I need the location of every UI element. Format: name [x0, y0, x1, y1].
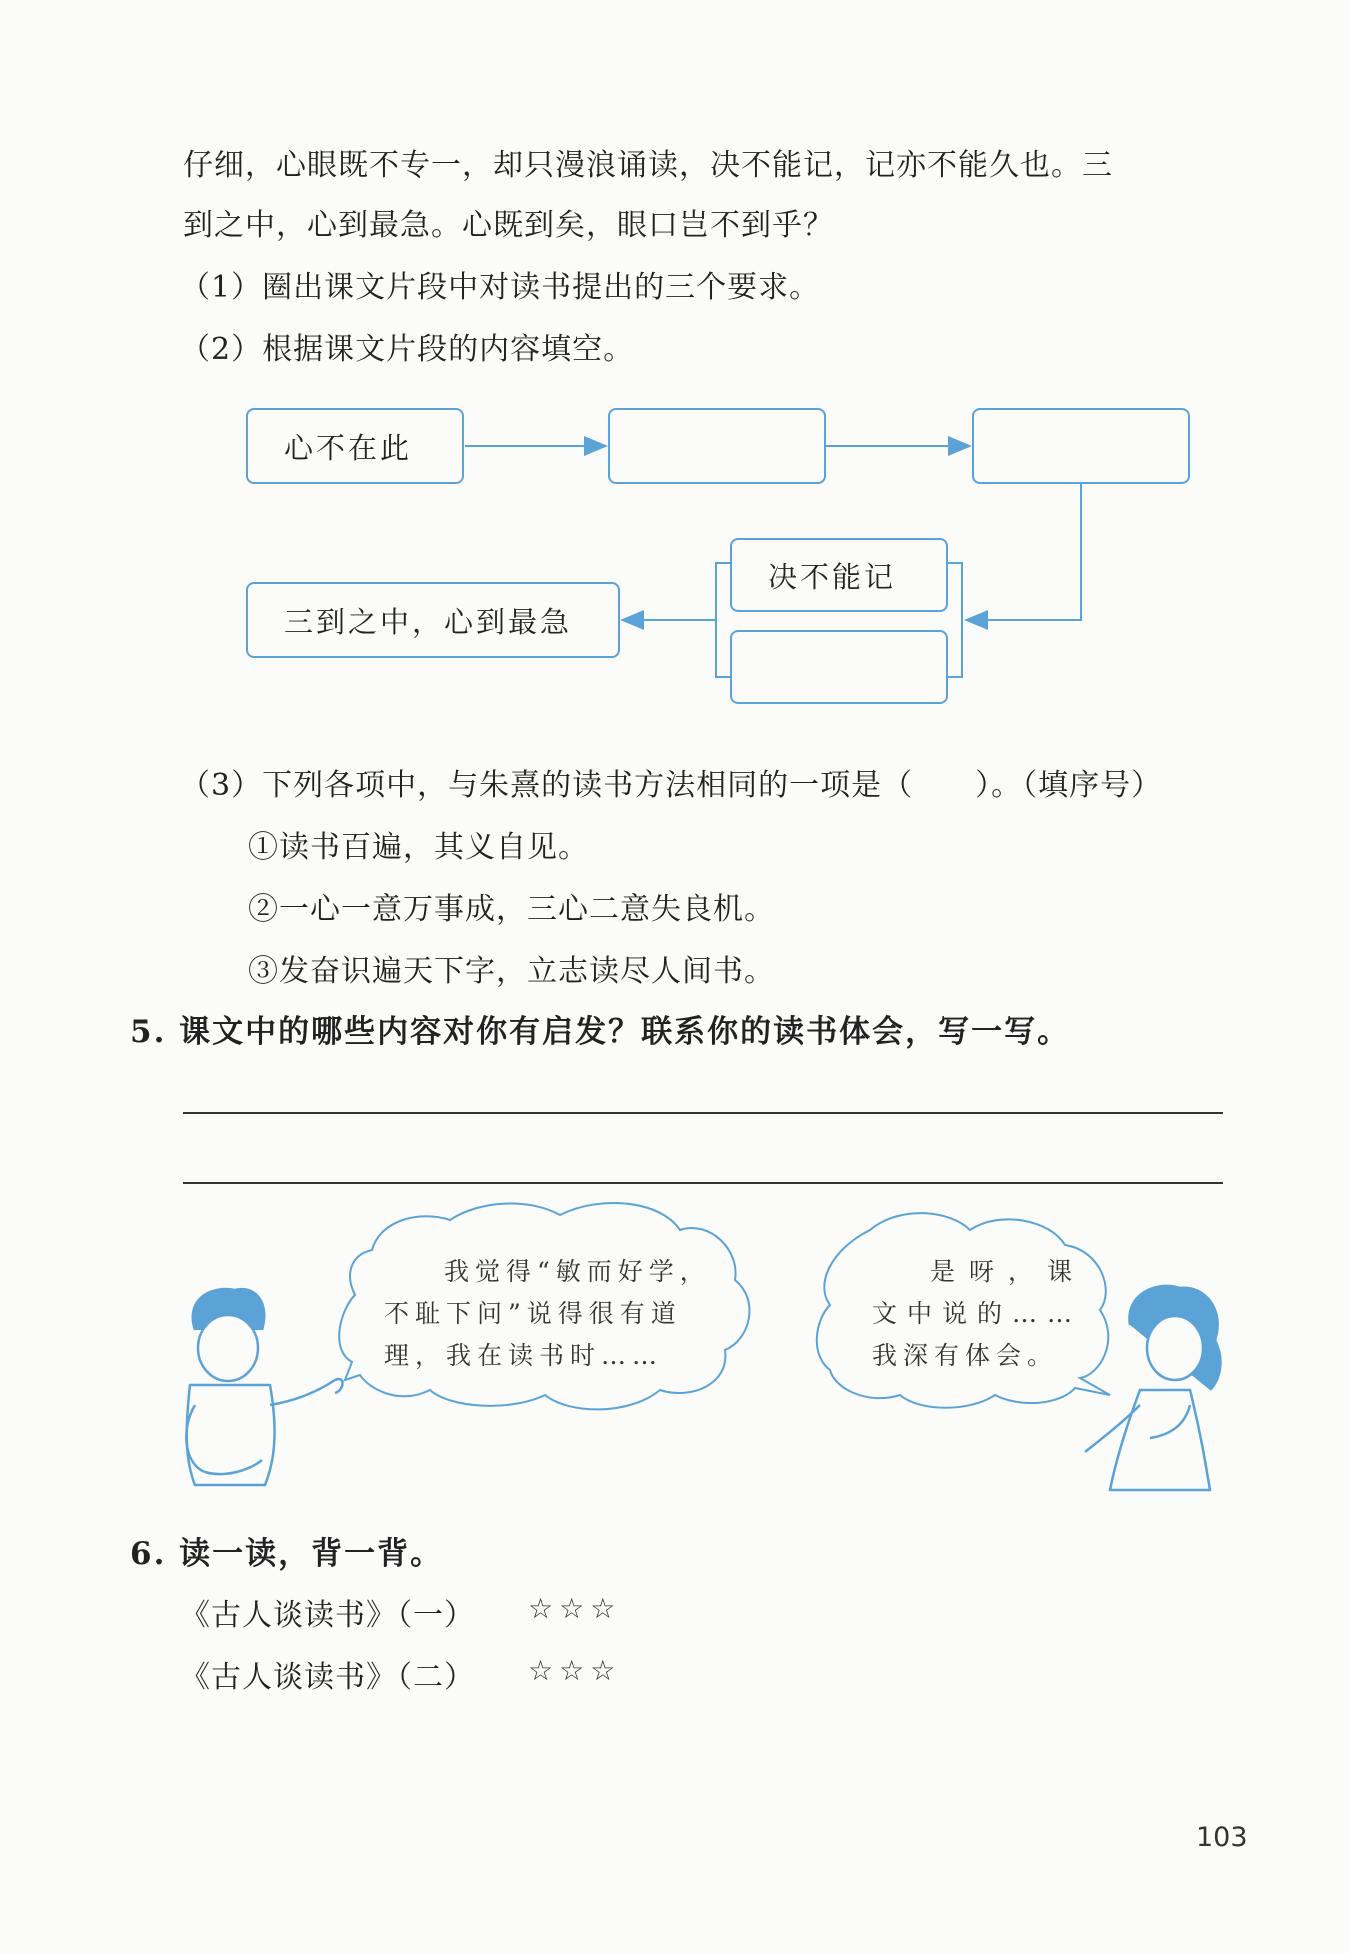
recite-item-1-label: 《古人谈读书》（一）: [180, 1598, 475, 1633]
girl-bubble-line-1: 是呀，课: [930, 1257, 1087, 1286]
boy-bubble-line-1: 我觉得“敏而好学，: [444, 1257, 711, 1286]
boy-bubble-line-3: 理，我在读书时……: [384, 1341, 664, 1370]
question-3-option-2: ②一心一意万事成，三心二意失良机。: [248, 892, 775, 927]
passage-line-1: 仔细，心眼既不专一，却只漫浪诵读，决不能记，记亦不能久也。三: [183, 148, 1113, 183]
diagram-box-blank-3[interactable]: [730, 630, 948, 704]
answer-line-2[interactable]: [183, 1182, 1223, 1184]
recite-item-1-stars[interactable]: ☆☆☆: [528, 1592, 622, 1625]
question-3-stem: （3）下列各项中，与朱熹的读书方法相同的一项是（ ）。（填序号）: [180, 768, 1163, 803]
boy-illustration: [186, 1289, 342, 1485]
girl-bubble-line-2: 文中说的……: [872, 1299, 1083, 1328]
girl-illustration: [1085, 1286, 1220, 1490]
arrow-3: [966, 484, 1081, 620]
page-number: 103: [1196, 1822, 1248, 1853]
speech-bubbles: [0, 1190, 1350, 1520]
answer-line-1[interactable]: [183, 1112, 1223, 1114]
question-6-title: 6. 读一读，背一背。: [130, 1536, 444, 1572]
question-3-option-3: ③发奋识遍天下字，立志读尽人间书。: [248, 954, 775, 989]
bracket-right: [948, 563, 962, 677]
question-3-option-1: ①读书百遍，其义自见。: [248, 830, 589, 865]
flow-diagram-connectors: [0, 0, 1350, 720]
boy-bubble-line-2: 不耻下问”说得很有道: [384, 1299, 682, 1328]
diagram-box-blank-2[interactable]: [972, 408, 1190, 484]
diagram-box-three-arrivals: 三到之中，心到最急: [246, 582, 620, 658]
diagram-box-heart-absent: 心不在此: [246, 408, 464, 484]
girl-bubble-line-3: 我深有体会。: [872, 1341, 1059, 1370]
question-1: （1）圈出课文片段中对读书提出的三个要求。: [180, 270, 821, 305]
question-2: （2）根据课文片段的内容填空。: [180, 332, 635, 367]
recite-item-2-stars[interactable]: ☆☆☆: [528, 1654, 622, 1687]
diagram-box-cannot-remember: 决不能记: [730, 538, 948, 612]
diagram-box-blank-1[interactable]: [608, 408, 826, 484]
bracket-left: [716, 563, 730, 677]
recite-item-2-label: 《古人谈读书》（二）: [180, 1660, 475, 1695]
passage-line-2: 到之中，心到最急。心既到矣，眼口岂不到乎？: [183, 208, 834, 243]
question-5-title: 5. 课文中的哪些内容对你有启发？联系你的读书体会，写一写。: [130, 1014, 1071, 1050]
